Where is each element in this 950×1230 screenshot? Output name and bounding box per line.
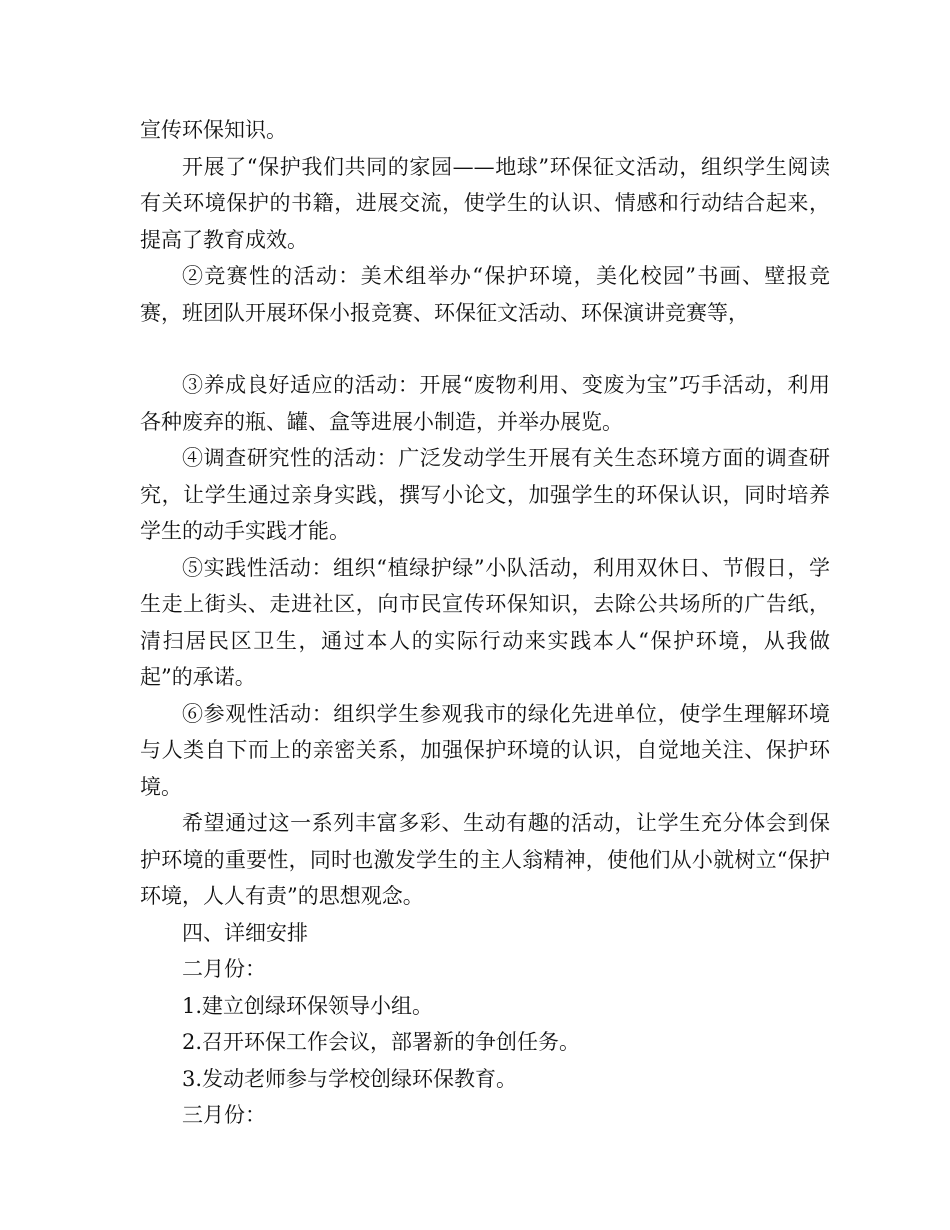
paragraph-practice-activity: ⑤实践性活动：组织“植绿护绿”小队活动，利用双休日、节假日，学生走上街头、走进社区，向市民宣传环保知识，去除公共场所的广告纸，清扫居民区卫生，通过本人的实际行动来实践本人“保护环境，从我做起”的承诺。 xyxy=(140,555,830,689)
paragraph-summary: 希望通过这一系列丰富多彩、生动有趣的活动，让学生充分体会到保护环境的重要性，同时也激发学生的主人翁精神，使他们从小就树立“保护环境，人人有责”的思想观念。 xyxy=(140,811,830,908)
list-item: 3.发动老师参与学校创绿环保教育。 xyxy=(182,1066,518,1091)
month-heading-february: 二月份： xyxy=(182,957,266,981)
paragraph-continuation: 宣传环保知识。 xyxy=(140,118,287,142)
month-heading-march: 三月份： xyxy=(182,1103,266,1127)
list-item: 2.召开环保工作会议，部署新的争创任务。 xyxy=(182,1030,581,1054)
list-item: 1.建立创绿环保领导小组。 xyxy=(182,993,434,1018)
document-body xyxy=(140,112,830,1134)
paragraph-competition-activity: ②竞赛性的活动：美术组举办“保护环境，美化校园”书画、壁报竞赛，班团队开展环保小报竞赛、环保征文活动、环保演讲竞赛等， xyxy=(140,264,830,325)
paragraph-habit-activity: ③养成良好适应的活动：开展“废物利用、变废为宝”巧手活动，利用各种废弃的瓶、罐、盒等进展小制造，并举办展览。 xyxy=(140,373,830,434)
section-heading-detailed-plan: 四、详细安排 xyxy=(182,920,308,945)
paragraph-essay-activity: 开展了“保护我们共同的家园——地球”环保征文活动，组织学生阅读有关环境保护的书籍，进展交流，使学生的认识、情感和行动结合起来，提高了教育成效。 xyxy=(140,154,830,252)
paragraph-research-activity: ④调查研究性的活动：广泛发动学生开展有关生态环境方面的调查研究，让学生通过亲身实践，撰写小论文，加强学生的环保认识，同时培养学生的动手实践才能。 xyxy=(140,446,830,543)
paragraph-visit-activity: ⑥参观性活动：组织学生参观我市的绿化先进单位，使学生理解环境与人类自下而上的亲密关系，加强保护环境的认识，自觉地关注、保护环境。 xyxy=(140,701,830,799)
